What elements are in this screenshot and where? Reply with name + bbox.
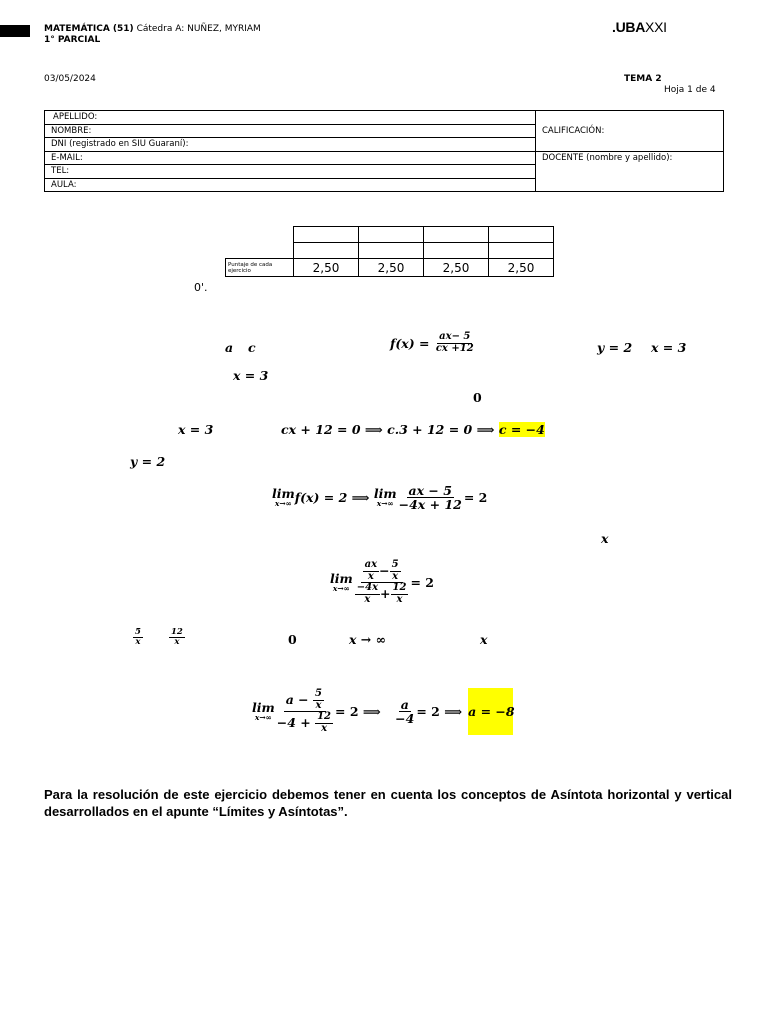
x-to-infinity: x → ∞ <box>349 632 387 647</box>
limit-equation-3: lim x→∞ a − $\frac{5}{x}$ −4 + $\frac{12}{x}$ = 2 ⟹ $\frac{a}{-4}$ = 2 ⟹ a = −8 <box>252 688 515 734</box>
score-table <box>225 226 554 277</box>
score-value: 2,50 <box>294 259 359 277</box>
dni-field: DNI (registrado en SIU Guaraní): <box>45 138 536 152</box>
header-black-tab <box>0 25 30 37</box>
zero-text-2: 0 <box>288 632 297 647</box>
page-count: Hoja 1 de 4 <box>664 85 716 95</box>
x-var: x <box>601 531 609 546</box>
student-info-table <box>44 110 724 192</box>
x-eq-3: x = 3 <box>233 368 269 383</box>
c-equation: cx + 12 = 0 ⟹ c.3 + 12 = 0 ⟹ c = −4 <box>281 422 545 437</box>
exam-date: 03/05/2024 <box>44 74 96 84</box>
calificacion-field: CALIFICACIÓN: <box>536 111 724 152</box>
c-result: c = −4 <box>498 422 545 437</box>
score-value: 2,50 <box>359 259 424 277</box>
horizontal-asymptote: y = 2 <box>597 340 633 355</box>
docente-field: DOCENTE (nombre y apellido): <box>536 151 724 192</box>
y-eq-2: y = 2 <box>130 454 166 469</box>
aula-field: AULA: <box>45 178 536 192</box>
a-result: a = −8 <box>468 688 513 735</box>
course-header <box>44 24 261 46</box>
vertical-asymptote: x = 3 <box>651 340 687 355</box>
uba-xxi-logo: .UBAXXI <box>612 19 667 35</box>
score-value: 2,50 <box>424 259 489 277</box>
course-name: MATEMÁTICA (51) <box>44 24 134 34</box>
zero-text: 0 <box>473 390 482 405</box>
email-field: E-MAIL: <box>45 151 536 165</box>
nombre-field: NOMBRE: <box>45 124 536 138</box>
apellido-field: APELLIDO: <box>45 111 536 125</box>
fraction-5-over-x: $\frac{5}{x}$ <box>135 627 141 647</box>
limit-equation-2: lim x→∞ $\frac{ax}{x}$ − $\frac{5}{x}$ $\frac{-4x}{x}$ + $\frac{12}{x}$ = 2 <box>330 559 434 605</box>
stray-text: 0'. <box>194 281 208 294</box>
x-var-2: x <box>480 632 488 647</box>
function-definition: f(x) = $\frac{ax- 5}{cx +12}$ <box>390 331 474 354</box>
limit-equation-1: lim x→∞ f(x) = 2 ⟹ lim x→∞ $\frac{ax - 5}{-4x + 12}$ = 2 <box>272 483 488 513</box>
exercise-note: Para la resolución de este ejercicio debemos tener en cuenta los conceptos de Asíntota horizontal y vertical desarrollados en el apunte “Límites y Asíntotas”. <box>44 787 732 819</box>
score-label: Puntaje de cada ejercicio <box>226 259 294 277</box>
var-a: a <box>225 340 234 355</box>
exam-name: 1° PARCIAL <box>44 35 101 45</box>
fraction-12-over-x: $\frac{12}{x}$ <box>171 627 183 647</box>
tema-label: TEMA 2 <box>624 74 662 84</box>
var-c: c <box>248 340 256 355</box>
catedra: Cátedra A: NUÑEZ, MYRIAM <box>136 24 261 34</box>
score-value: 2,50 <box>489 259 554 277</box>
x-eq-3-b: x = 3 <box>178 422 214 437</box>
tel-field: TEL: <box>45 165 536 179</box>
